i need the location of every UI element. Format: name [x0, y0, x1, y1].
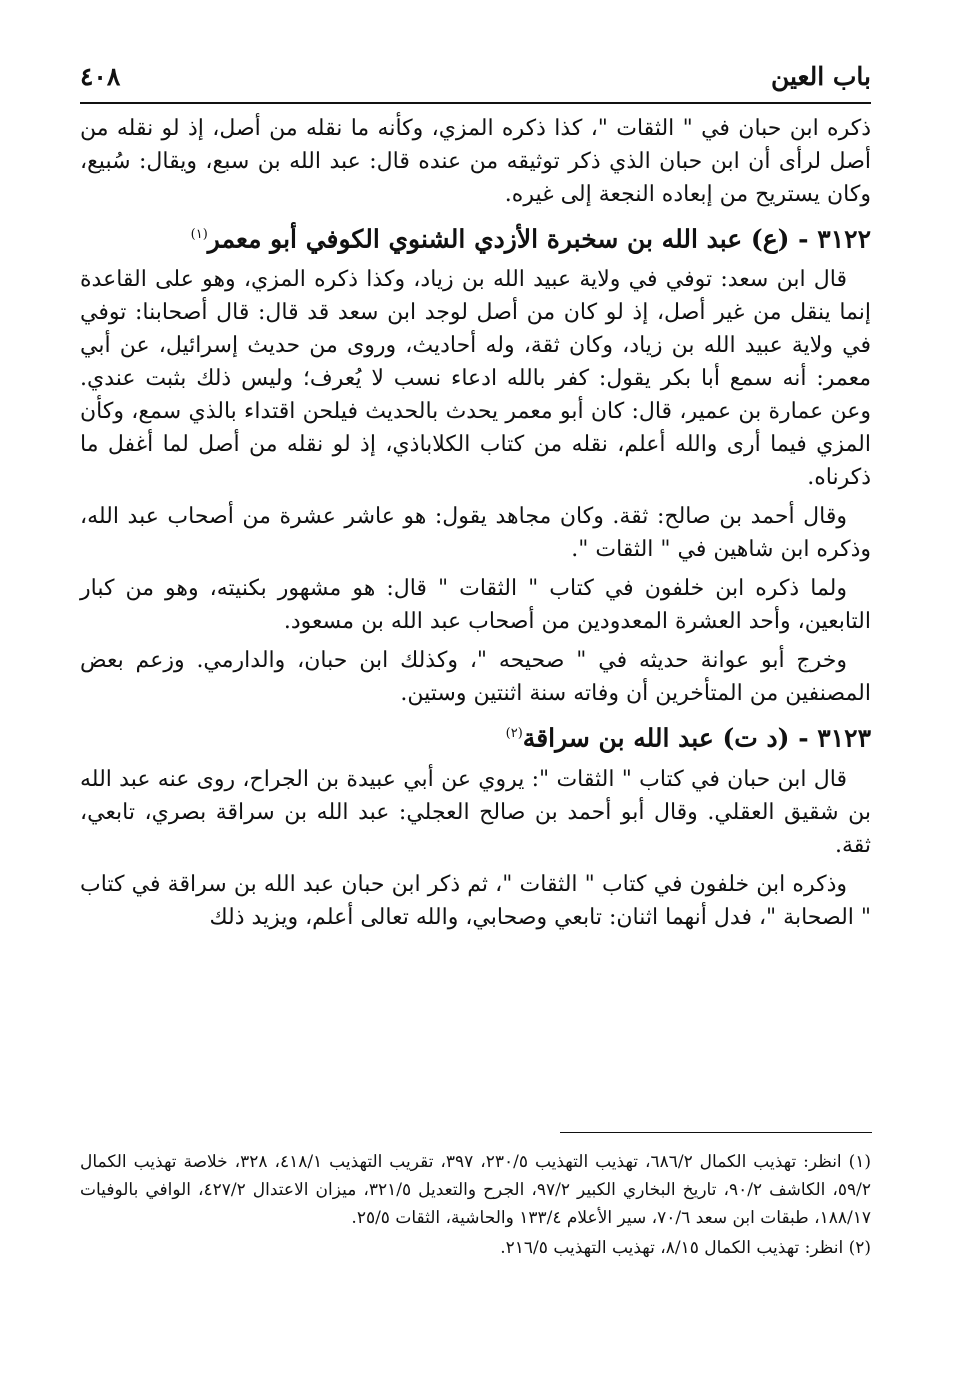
paragraph: قال ابن سعد: توفي في ولاية عبيد الله بن زياد، وكذا ذكره المزي، وهو على القاعدة إنما ينقل من غير أصل، إذ لو كان من أصل لوجد ابن سعد قد قال: قال أصحابنا: توفي في ولاية عبيد الله بن زياد، وكان ثقة، وله أحاديث، وروى من حديث إسرائيل، عن أبي معمر: أنه سمع أبا بكر يقول: كفر بالله ادعاء نسب لا يُعرف؛ وليس ذلك بثبت عندي. وعن عمارة بن عمير، قال: كان أبو معمر يحدث بالحديث فيلحن اقتداء بالذي سمع، وكأن المزي فيما أرى والله أعلم، نقله من كتاب الكلاباذي، إذ لو نقله من أصل لما أغفل ما ذكرناه. — [80, 267, 871, 491]
paragraph-continuation: ذكره ابن حبان في " الثقات "، كذا ذكره المزي، وكأنه ما نقله من أصل، إذ لو نقله من أصل لرأى أن ابن حبان الذي ذكر توثيقه من عنده قال: عبد الله بن سبع، ويقال: سُبيع، وكان يستريح من إبعاده النجعة إلى غيره. — [80, 116, 871, 207]
entry-heading-text: ٣١٢٣ - (د ت) عبد الله بن سراقة — [522, 723, 871, 753]
footnote-ref-1: (١) — [190, 227, 208, 242]
footnote-2: (٢) انظر: تهذيب الكمال ٨/١٥، تهذيب التهذيب ٢١٦/٥. — [500, 1238, 871, 1258]
entry-heading-3123 — [80, 716, 871, 756]
chapter-title: باب العين — [770, 62, 871, 91]
paragraph: وخرج أبو عوانة حديثه في " صحيحه "، وكذلك ابن حبان، والدارمي. وزعم بعض المصنفين من المتأخرين أن وفاته سنة اثنتين وستين. — [80, 648, 871, 707]
footnote-1: (١) انظر: تهذيب الكمال ٦٨٦/٢، تهذيب التهذيب ٢٣٠/٥، ٣٩٧، تقريب التهذيب ٤١٨/١، ٣٢٨، خلاصة تهذيب الكمال ٥٩/٢، الكاشف ٩٠/٢، تاريخ البخاري الكبير ٩٧/٢، الجرح والتعديل ٣٢١/٥، ميزان الاعتدال ٤٢٧/٢، الوافي بالوفيات ١٨٨/١٧، طبقات ابن سعد ٧٠/٦، سير الأعلام ١٣٣/٤ والحاشية، الثقات ٢٥/٥. — [80, 1152, 872, 1228]
page-number: ٤٠٨ — [80, 62, 121, 91]
paragraph: ولما ذكره ابن خلفون في كتاب " الثقات " قال: هو مشهور بكنيته، وهو من كبار التابعين، وأحد العشرة المعدودين من أصحاب عبد الله بن مسعود. — [80, 576, 871, 635]
paragraph: وقال أحمد بن صالح: ثقة. وكان مجاهد يقول: هو عاشر عشرة من أصحاب عبد الله، وذكره ابن شاهين في " الثقات ". — [80, 504, 871, 563]
entry-heading-text: ٣١٢٢ - (ع) عبد الله بن سخبرة الأزدي الشنوي الكوفي أبو معمر — [207, 224, 871, 254]
footnote-divider — [560, 1132, 872, 1133]
entry-heading-3122 — [80, 217, 871, 257]
footnotes — [80, 1148, 871, 1264]
page-header — [80, 62, 871, 104]
footnote-ref-2: (٢) — [505, 726, 523, 742]
paragraph: قال ابن حبان في كتاب " الثقات ": يروي عن أبي عبيدة بن الجراح، روى عنه عبد الله بن شقيق العقلي. وقال أبو أحمد بن صالح العجلي: عبد الله بن سراقة بصري، تابعي، ثقة. — [80, 766, 871, 858]
paragraph: وذكره ابن خلفون في كتاب " الثقات "، ثم ذكر ابن حبان عبد الله بن سراقة في كتاب " الصحابة "، فدل أنهما اثنان: تابعي وصحابي، والله تعالى أعلم، ويزيد ذلك — [80, 871, 871, 930]
main-text — [80, 112, 871, 940]
